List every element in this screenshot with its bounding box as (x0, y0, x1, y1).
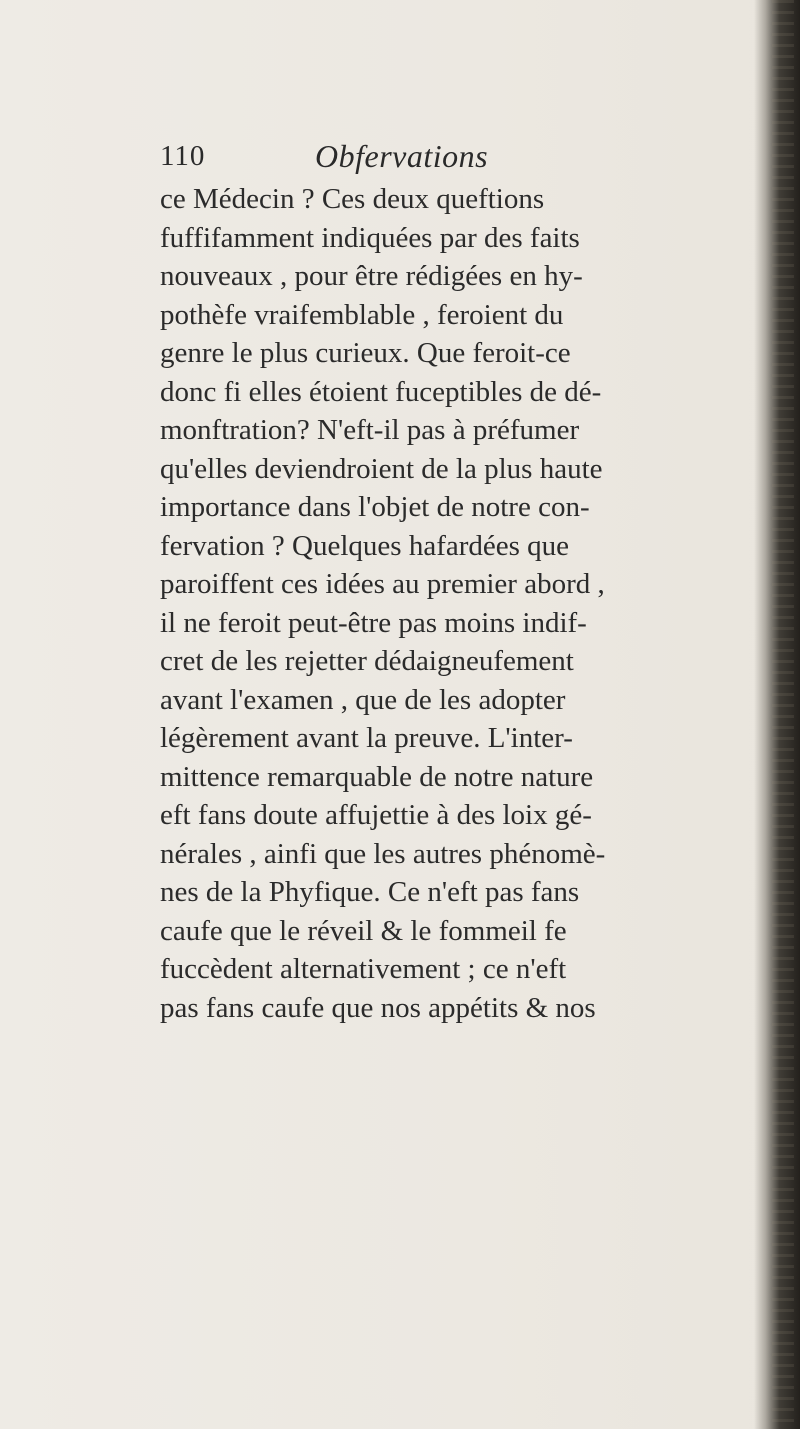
text-line: importance dans l'objet de notre con- (160, 491, 590, 523)
text-line: il ne feroit peut-être pas moins indif- (160, 606, 587, 639)
text-line: pothèfe vraifemblable , feroient du (160, 298, 564, 331)
text-line: fervation ? Quelques hafardées que (160, 529, 570, 562)
running-head (160, 140, 720, 180)
text-line: nérales , ainfi que les autres phénomè- (160, 837, 606, 870)
page-number: 110 (160, 140, 206, 172)
text-line: fuffifamment indiquées par des faits (160, 221, 580, 254)
text-line: monftration? N'eft-il pas à préfumer (160, 414, 580, 446)
text-line: avant l'examen , que de les adopter (160, 683, 566, 716)
text-line: caufe que le réveil & le fommeil fe (160, 914, 567, 947)
page-edge-texture (772, 0, 794, 1429)
text-line: fuccèdent alternativement ; ce n'eft (160, 953, 567, 985)
text-line: légèrement avant la preuve. L'inter- (160, 722, 573, 754)
text-line: donc fi elles étoient fuceptibles de dé- (160, 375, 602, 408)
text-line: eft fans doute affujettie à des loix gé- (160, 799, 592, 831)
running-title: Obfervations (315, 138, 489, 174)
text-line: ce Médecin ? Ces deux queftions (160, 183, 545, 215)
text-line: genre le plus curieux. Que feroit-ce (160, 337, 571, 369)
text-line: pas fans caufe que nos appétits & nos (160, 991, 596, 1024)
text-line: nes de la Phyfique. Ce n'eft pas fans (160, 876, 580, 908)
text-line: paroiffent ces idées au premier abord , (160, 568, 605, 600)
text-line: qu'elles deviendroient de la plus haute (160, 452, 603, 485)
text-line: mittence remarquable de notre nature (160, 760, 594, 793)
text-line: nouveaux , pour être rédigées en hy- (160, 260, 583, 292)
text-line: cret de les rejetter dédaigneufement (160, 645, 574, 677)
body-text (160, 180, 730, 1027)
